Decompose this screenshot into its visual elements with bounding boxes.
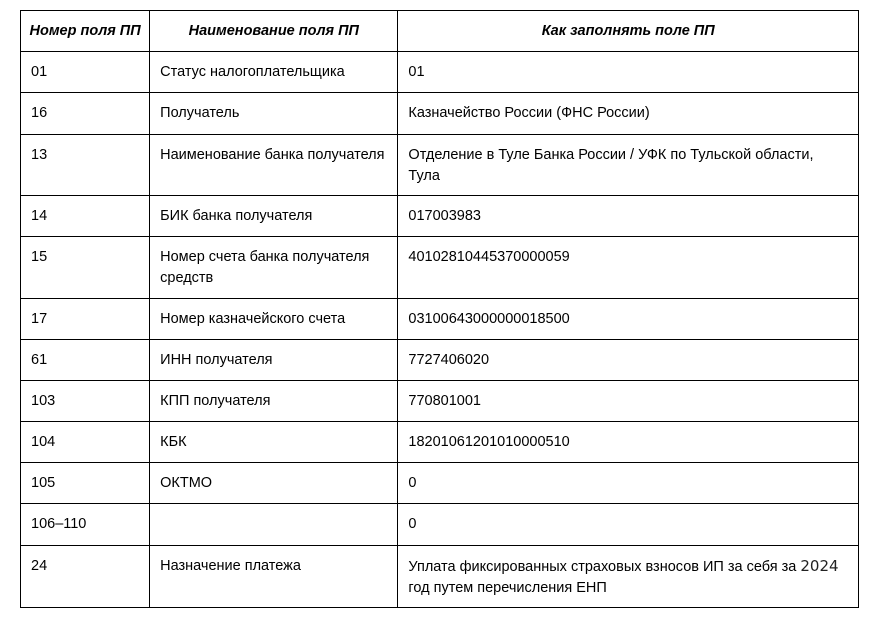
field-name: Наименование банка получателя	[150, 135, 398, 196]
field-how: 7727406020	[398, 340, 859, 381]
field-how: 18201061201010000510	[398, 422, 859, 463]
field-name: КБК	[150, 422, 398, 463]
table-row	[21, 340, 859, 381]
field-how: Отделение в Туле Банка России / УФК по Тульской области, Тула	[398, 135, 859, 196]
payment-fields-table	[20, 10, 859, 608]
field-how-text: Уплата фиксированных страховых взносов ИП за себя за	[408, 559, 797, 575]
field-name: Номер казначейского счета	[150, 299, 398, 340]
field-name: Получатель	[150, 93, 398, 135]
table-row	[21, 135, 859, 196]
field-name: Назначение платежа	[150, 546, 398, 608]
field-number: 14	[21, 196, 150, 237]
field-name: КПП получателя	[150, 381, 398, 422]
field-how-text-end: год путем перечисления ЕНП	[408, 580, 607, 596]
header-field-name: Наименование поля ПП	[150, 11, 398, 52]
field-how: 03100643000000018500	[398, 299, 859, 340]
field-number: 106–110	[21, 504, 150, 546]
field-how: Казначейство России (ФНС России)	[398, 93, 859, 135]
table-row	[21, 93, 859, 135]
table-row	[21, 196, 859, 237]
table-row	[21, 422, 859, 463]
field-how: 017003983	[398, 196, 859, 237]
field-number: 13	[21, 135, 150, 196]
table-row	[21, 546, 859, 608]
year-value: 2024	[800, 557, 839, 575]
table-row	[21, 237, 859, 299]
header-how-to-fill: Как заполнять поле ПП	[398, 11, 859, 52]
field-how	[398, 546, 859, 608]
field-number: 01	[21, 52, 150, 93]
field-number: 16	[21, 93, 150, 135]
table-row	[21, 381, 859, 422]
field-name: ОКТМО	[150, 463, 398, 504]
field-number: 105	[21, 463, 150, 504]
field-name: Статус налогоплательщика	[150, 52, 398, 93]
field-how: 0	[398, 463, 859, 504]
table-row	[21, 463, 859, 504]
field-number: 103	[21, 381, 150, 422]
field-name: ИНН получателя	[150, 340, 398, 381]
field-name: БИК банка получателя	[150, 196, 398, 237]
field-how: 01	[398, 52, 859, 93]
table-row	[21, 504, 859, 546]
field-name	[150, 504, 398, 546]
field-name: Номер счета банка получателя средств	[150, 237, 398, 299]
field-number: 15	[21, 237, 150, 299]
field-how: 40102810445370000059	[398, 237, 859, 299]
field-number: 61	[21, 340, 150, 381]
header-field-number: Номер поля ПП	[21, 11, 150, 52]
field-number: 17	[21, 299, 150, 340]
table-row	[21, 52, 859, 93]
table-row	[21, 299, 859, 340]
field-number: 24	[21, 546, 150, 608]
field-number: 104	[21, 422, 150, 463]
field-how: 770801001	[398, 381, 859, 422]
field-how: 0	[398, 504, 859, 546]
table-header-row	[21, 11, 859, 52]
